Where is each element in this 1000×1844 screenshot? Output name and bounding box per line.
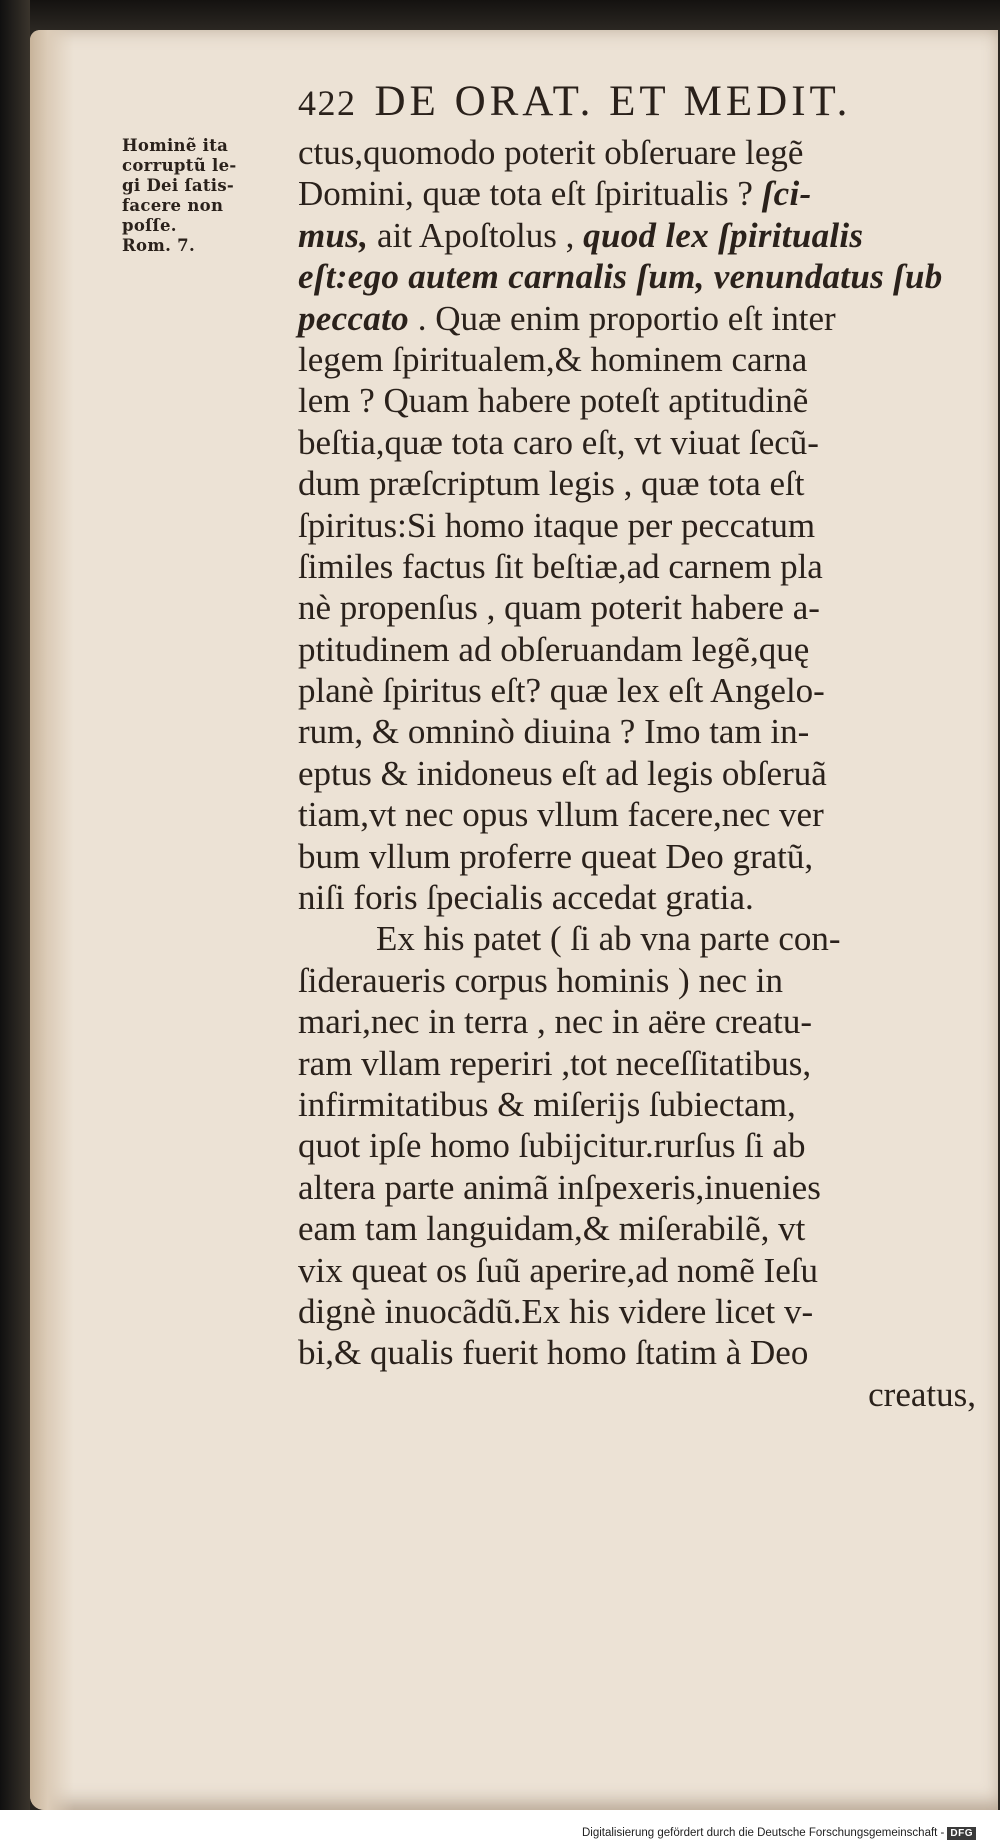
text-line (298, 587, 978, 628)
text-segment: ſimiles factus ſit beſtiæ,ad carnem pla (298, 546, 823, 586)
text-segment: dignè inuocãdũ.Ex his videre licet v- (298, 1291, 814, 1331)
page-gutter-shadow (30, 30, 74, 1810)
text-line (298, 1291, 978, 1332)
text-line (298, 380, 978, 421)
text-segment: nè propenſus , quam poterit habere a- (298, 588, 820, 628)
page-number: 422 (298, 83, 357, 123)
text-segment: ctus,quomodo poterit obſeruare legẽ (298, 133, 804, 172)
text-segment: . Quæ enim proportio eſt inter (408, 298, 836, 338)
margin-note-reference: Rom. 7. (122, 236, 195, 255)
scan-top-border (0, 0, 1000, 30)
italic-quotation: ſci- (761, 174, 812, 214)
text-line (298, 794, 978, 835)
text-line (298, 215, 978, 256)
text-segment: eptus & inidoneus eſt ad legis obſeruã (298, 753, 827, 793)
text-line (298, 1208, 978, 1249)
text-segment: eam tam languidam,& miſerabilẽ, vt (298, 1209, 806, 1249)
text-line (298, 753, 978, 794)
text-line (298, 463, 978, 504)
text-segment: planè ſpiritus eſt? quæ lex eſt Angelo- (298, 671, 825, 711)
text-segment: Domini, quæ tota eſt ſpiritualis ? (298, 174, 762, 214)
italic-quotation: eſt:ego autem carnalis ſum, venundatus ſub (298, 257, 943, 297)
dfg-logo: DFG (947, 1827, 976, 1840)
text-line (298, 1125, 978, 1166)
margin-note (122, 136, 272, 256)
text-line (298, 1001, 978, 1042)
text-segment: mari,nec in terra , nec in aëre creatu- (298, 1002, 812, 1042)
text-segment: ait Apoſtolus , (368, 215, 584, 255)
text-segment: ſideraueris corpus hominis ) nec in (298, 960, 784, 1000)
text-line (298, 711, 978, 752)
italic-quotation: mus, (298, 215, 369, 255)
text-segment: altera parte animã inſpexeris,inuenies (298, 1167, 821, 1207)
text-line (298, 836, 978, 877)
text-line (298, 256, 978, 297)
text-line (298, 1043, 978, 1084)
text-line (298, 918, 978, 959)
text-line (298, 960, 978, 1001)
credit-text: Digitalisierung gefördert durch die Deutsche Forschungsgemeinschaft - (581, 1827, 945, 1839)
text-line (298, 298, 978, 339)
text-segment: ſpiritus:Si homo itaque per peccatum (298, 505, 816, 545)
text-line (298, 1167, 978, 1208)
text-line (298, 339, 978, 380)
text-segment: creatus, (868, 1374, 976, 1414)
scan-left-border (0, 0, 30, 1844)
margin-note-line: Hominẽ ita (122, 136, 229, 155)
text-segment: lem ? Quam habere poteſt aptitudinẽ (298, 381, 809, 421)
margin-note-line: poſſe. (122, 216, 177, 235)
italic-quotation: quod lex ſpiritualis (583, 215, 864, 255)
text-segment: bi,& qualis fuerit homo ſtatim à Deo (298, 1333, 809, 1373)
text-segment: Ex his patet ( ſi ab vna parte con- (376, 919, 841, 959)
text-segment: infirmitatibus & miſerijs ſubiectam, (298, 1084, 796, 1124)
text-line (298, 173, 978, 214)
italic-quotation: peccato (298, 298, 409, 338)
text-segment: ram vllam reperiri ,tot neceſſitatibus, (298, 1043, 812, 1083)
text-line (298, 877, 978, 918)
text-line (298, 546, 978, 587)
text-segment: dum præſcriptum legis , quæ tota eſt (298, 464, 805, 504)
margin-note-line: corruptũ le- (122, 156, 237, 175)
running-title: DE ORAT. ET MEDIT. (374, 78, 852, 125)
text-segment: vix queat os ſuũ aperire,ad nomẽ Ieſu (298, 1250, 818, 1290)
digitization-credit (582, 1827, 976, 1840)
text-line (298, 1084, 978, 1125)
text-segment: tiam,vt nec opus vllum facere,nec ver (298, 795, 824, 835)
running-head (298, 80, 930, 123)
text-segment: ptitudinem ad obſeruandam legẽ,quę (298, 629, 810, 669)
text-segment: quot ipſe homo ſubijcitur.rurſus ſi ab (298, 1126, 806, 1166)
text-segment: bum vllum proferre queat Deo gratũ, (298, 836, 814, 876)
text-segment: niſi foris ſpecialis accedat gratia. (298, 878, 754, 918)
text-segment: rum, & omninò diuina ? Imo tam in- (298, 712, 810, 752)
text-line (298, 1332, 978, 1373)
text-segment: beſtia,quæ tota caro eſt, vt viuat ſecũ- (298, 422, 819, 462)
body-text (298, 132, 978, 1415)
margin-note-line: facere non (122, 196, 224, 215)
text-line (298, 505, 978, 546)
margin-note-line: gi Dei ſatis- (122, 176, 235, 195)
text-line (298, 1250, 978, 1291)
text-line (298, 629, 978, 670)
text-segment: legem ſpiritualem,& hominem carna (298, 339, 808, 379)
text-line (298, 1374, 978, 1415)
text-line (298, 422, 978, 463)
text-line (298, 132, 978, 173)
text-line (298, 670, 978, 711)
